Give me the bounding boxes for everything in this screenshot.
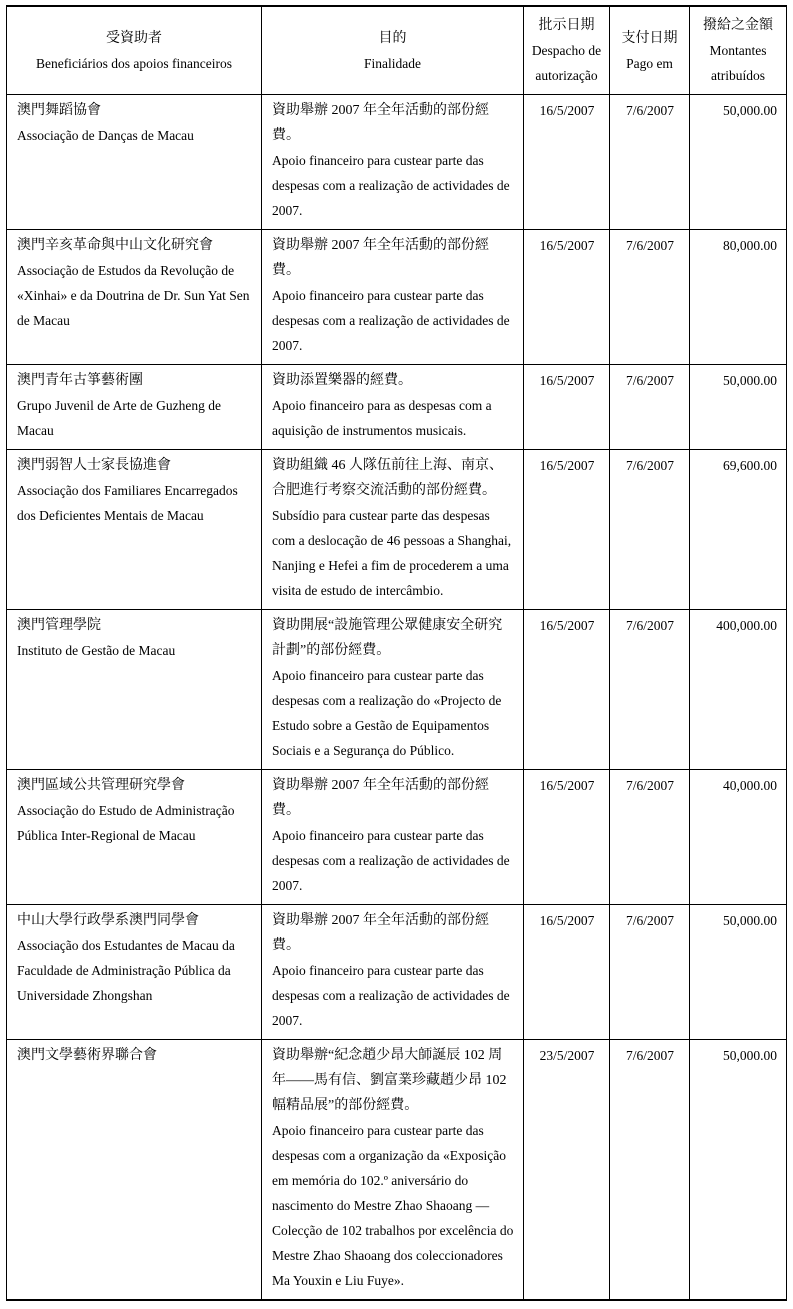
payment-date-cell: 7/6/2007 xyxy=(610,1040,690,1301)
purpose-pt: Subsídio para custear parte das despesas com a deslocação de 46 pessoas a Shanghai, Nanjing e Hefei a fim de procederem a uma visita de estudo de intercâmbio. xyxy=(272,508,512,598)
col-header-payment-date xyxy=(610,6,690,95)
table-row xyxy=(7,95,787,230)
purpose-cell xyxy=(262,365,524,450)
purpose-cell xyxy=(262,1040,524,1301)
table-row xyxy=(7,770,787,905)
beneficiary-pt: Associação dos Estudantes de Macau da Faculdade de Administração Pública da Universidade Zhongshan xyxy=(17,938,235,1003)
purpose-zh: 資助舉辦 2007 年全年活動的部份經費。 xyxy=(272,778,489,818)
beneficiary-zh: 澳門青年古箏藝術團 xyxy=(17,373,143,388)
purpose-zh: 資助組織 46 人隊伍前往上海、南京、合肥進行考察交流活動的部份經費。 xyxy=(272,458,503,498)
beneficiary-pt: Associação de Estudos da Revolução de «Xinhai» e da Doutrina de Dr. Sun Yat Sen de Macau xyxy=(17,263,250,328)
purpose-cell xyxy=(262,450,524,610)
table-row xyxy=(7,230,787,365)
payment-date-cell: 7/6/2007 xyxy=(610,95,690,230)
authorization-date-cell: 16/5/2007 xyxy=(524,905,610,1040)
payment-date-cell: 7/6/2007 xyxy=(610,610,690,770)
payment-date-cell: 7/6/2007 xyxy=(610,905,690,1040)
col-header-authorization-date-pt: Despacho de autorização xyxy=(531,43,602,83)
amount-cell: 50,000.00 xyxy=(690,365,787,450)
authorization-date-cell: 16/5/2007 xyxy=(524,230,610,365)
authorization-date-cell: 23/5/2007 xyxy=(524,1040,610,1301)
purpose-pt: Apoio financeiro para as despesas com a aquisição de instrumentos musicais. xyxy=(272,398,492,438)
beneficiary-zh: 澳門弱智人士家長協進會 xyxy=(17,458,171,473)
payment-date-cell: 7/6/2007 xyxy=(610,450,690,610)
amount-cell: 50,000.00 xyxy=(690,1040,787,1301)
purpose-cell xyxy=(262,770,524,905)
col-header-amount-zh: 撥給之金額 xyxy=(703,18,773,33)
col-header-payment-date-zh: 支付日期 xyxy=(621,30,678,46)
beneficiary-pt: Grupo Juvenil de Arte de Guzheng de Macau xyxy=(17,398,221,438)
col-header-purpose-pt: Finalidade xyxy=(364,55,421,71)
purpose-pt: Apoio financeiro para custear parte das despesas com a realização de actividades de 2007. xyxy=(272,153,510,218)
purpose-pt: Apoio financeiro para custear parte das despesas com a realização de actividades de 2007. xyxy=(272,963,510,1028)
authorization-date-cell: 16/5/2007 xyxy=(524,450,610,610)
col-header-purpose xyxy=(262,6,524,95)
amount-cell: 50,000.00 xyxy=(690,905,787,1040)
col-header-purpose-zh: 目的 xyxy=(378,30,407,46)
table-row xyxy=(7,450,787,610)
col-header-beneficiary-pt: Beneficiários dos apoios financeiros xyxy=(35,55,233,71)
purpose-zh: 資助舉辦“紀念趙少昂大師誕辰 102 周年——馬有信、劉富業珍藏趙少昂 102 幅精品展”的部份經費。 xyxy=(272,1048,507,1113)
col-header-authorization-date-zh: 批示日期 xyxy=(538,18,595,33)
beneficiary-zh: 中山大學行政學系澳門同學會 xyxy=(17,913,199,928)
amount-cell: 80,000.00 xyxy=(690,230,787,365)
table-row xyxy=(7,905,787,1040)
amount-cell: 69,600.00 xyxy=(690,450,787,610)
beneficiary-cell xyxy=(7,365,262,450)
beneficiary-pt: Associação do Estudo de Administração Pública Inter-Regional de Macau xyxy=(17,803,235,843)
beneficiary-zh: 澳門區域公共管理研究學會 xyxy=(17,778,185,793)
authorization-date-cell: 16/5/2007 xyxy=(524,610,610,770)
purpose-pt: Apoio financeiro para custear parte das despesas com a organização da «Exposição em memória do 102.º aniversário do nascimento do Mestre Zhao Shaoang — Colecção de 102 trabalhos por excelência do Mestre Zhao Shaoang dos coleccionadores Ma Youxin e Liu Fuye». xyxy=(272,1123,514,1288)
purpose-zh: 資助舉辦 2007 年全年活動的部份經費。 xyxy=(272,913,489,953)
beneficiary-zh: 澳門文學藝術界聯合會 xyxy=(17,1048,157,1063)
payment-date-cell: 7/6/2007 xyxy=(610,365,690,450)
purpose-pt: Apoio financeiro para custear parte das despesas com a realização de actividades de 2007. xyxy=(272,288,510,353)
col-header-beneficiary-zh: 受資助者 xyxy=(106,30,162,46)
col-header-authorization-date xyxy=(524,6,610,95)
col-header-payment-date-pt: Pago em xyxy=(626,55,673,71)
beneficiary-cell xyxy=(7,770,262,905)
col-header-beneficiary xyxy=(7,6,262,95)
purpose-pt: Apoio financeiro para custear parte das despesas com a realização do «Projecto de Estudo sobre a Gestão de Equipamentos Sociais e a Segurança do Público. xyxy=(272,668,502,758)
payment-date-cell: 7/6/2007 xyxy=(610,230,690,365)
amount-cell: 40,000.00 xyxy=(690,770,787,905)
beneficiary-cell xyxy=(7,610,262,770)
beneficiary-pt: Instituto de Gestão de Macau xyxy=(17,643,176,658)
purpose-cell xyxy=(262,905,524,1040)
col-header-amount-pt: Montantes atribuídos xyxy=(709,43,767,83)
purpose-zh: 資助舉辦 2007 年全年活動的部份經費。 xyxy=(272,103,489,143)
table-row xyxy=(7,610,787,770)
purpose-zh: 資助舉辦 2007 年全年活動的部份經費。 xyxy=(272,238,489,278)
beneficiary-pt: Associação de Danças de Macau xyxy=(17,128,194,143)
purpose-cell xyxy=(262,95,524,230)
beneficiary-cell xyxy=(7,1040,262,1301)
amount-cell: 400,000.00 xyxy=(690,610,787,770)
purpose-cell xyxy=(262,610,524,770)
authorization-date-cell: 16/5/2007 xyxy=(524,95,610,230)
subsidy-table xyxy=(6,5,787,1301)
beneficiary-cell xyxy=(7,905,262,1040)
header-row xyxy=(7,6,787,95)
table-row xyxy=(7,365,787,450)
purpose-cell xyxy=(262,230,524,365)
purpose-zh: 資助添置樂器的經費。 xyxy=(272,373,412,388)
purpose-zh: 資助開展“設施管理公眾健康安全研究計劃”的部份經費。 xyxy=(272,618,503,658)
amount-cell: 50,000.00 xyxy=(690,95,787,230)
table-row xyxy=(7,1040,787,1301)
beneficiary-zh: 澳門管理學院 xyxy=(17,618,101,633)
beneficiary-cell xyxy=(7,450,262,610)
payment-date-cell: 7/6/2007 xyxy=(610,770,690,905)
beneficiary-zh: 澳門舞蹈協會 xyxy=(17,103,101,118)
beneficiary-cell xyxy=(7,230,262,365)
authorization-date-cell: 16/5/2007 xyxy=(524,365,610,450)
purpose-pt: Apoio financeiro para custear parte das despesas com a realização de actividades de 2007. xyxy=(272,828,510,893)
beneficiary-zh: 澳門辛亥革命與中山文化研究會 xyxy=(17,238,213,253)
beneficiary-pt: Associação dos Familiares Encarregados dos Deficientes Mentais de Macau xyxy=(17,483,238,523)
authorization-date-cell: 16/5/2007 xyxy=(524,770,610,905)
col-header-amount xyxy=(690,6,787,95)
beneficiary-cell xyxy=(7,95,262,230)
